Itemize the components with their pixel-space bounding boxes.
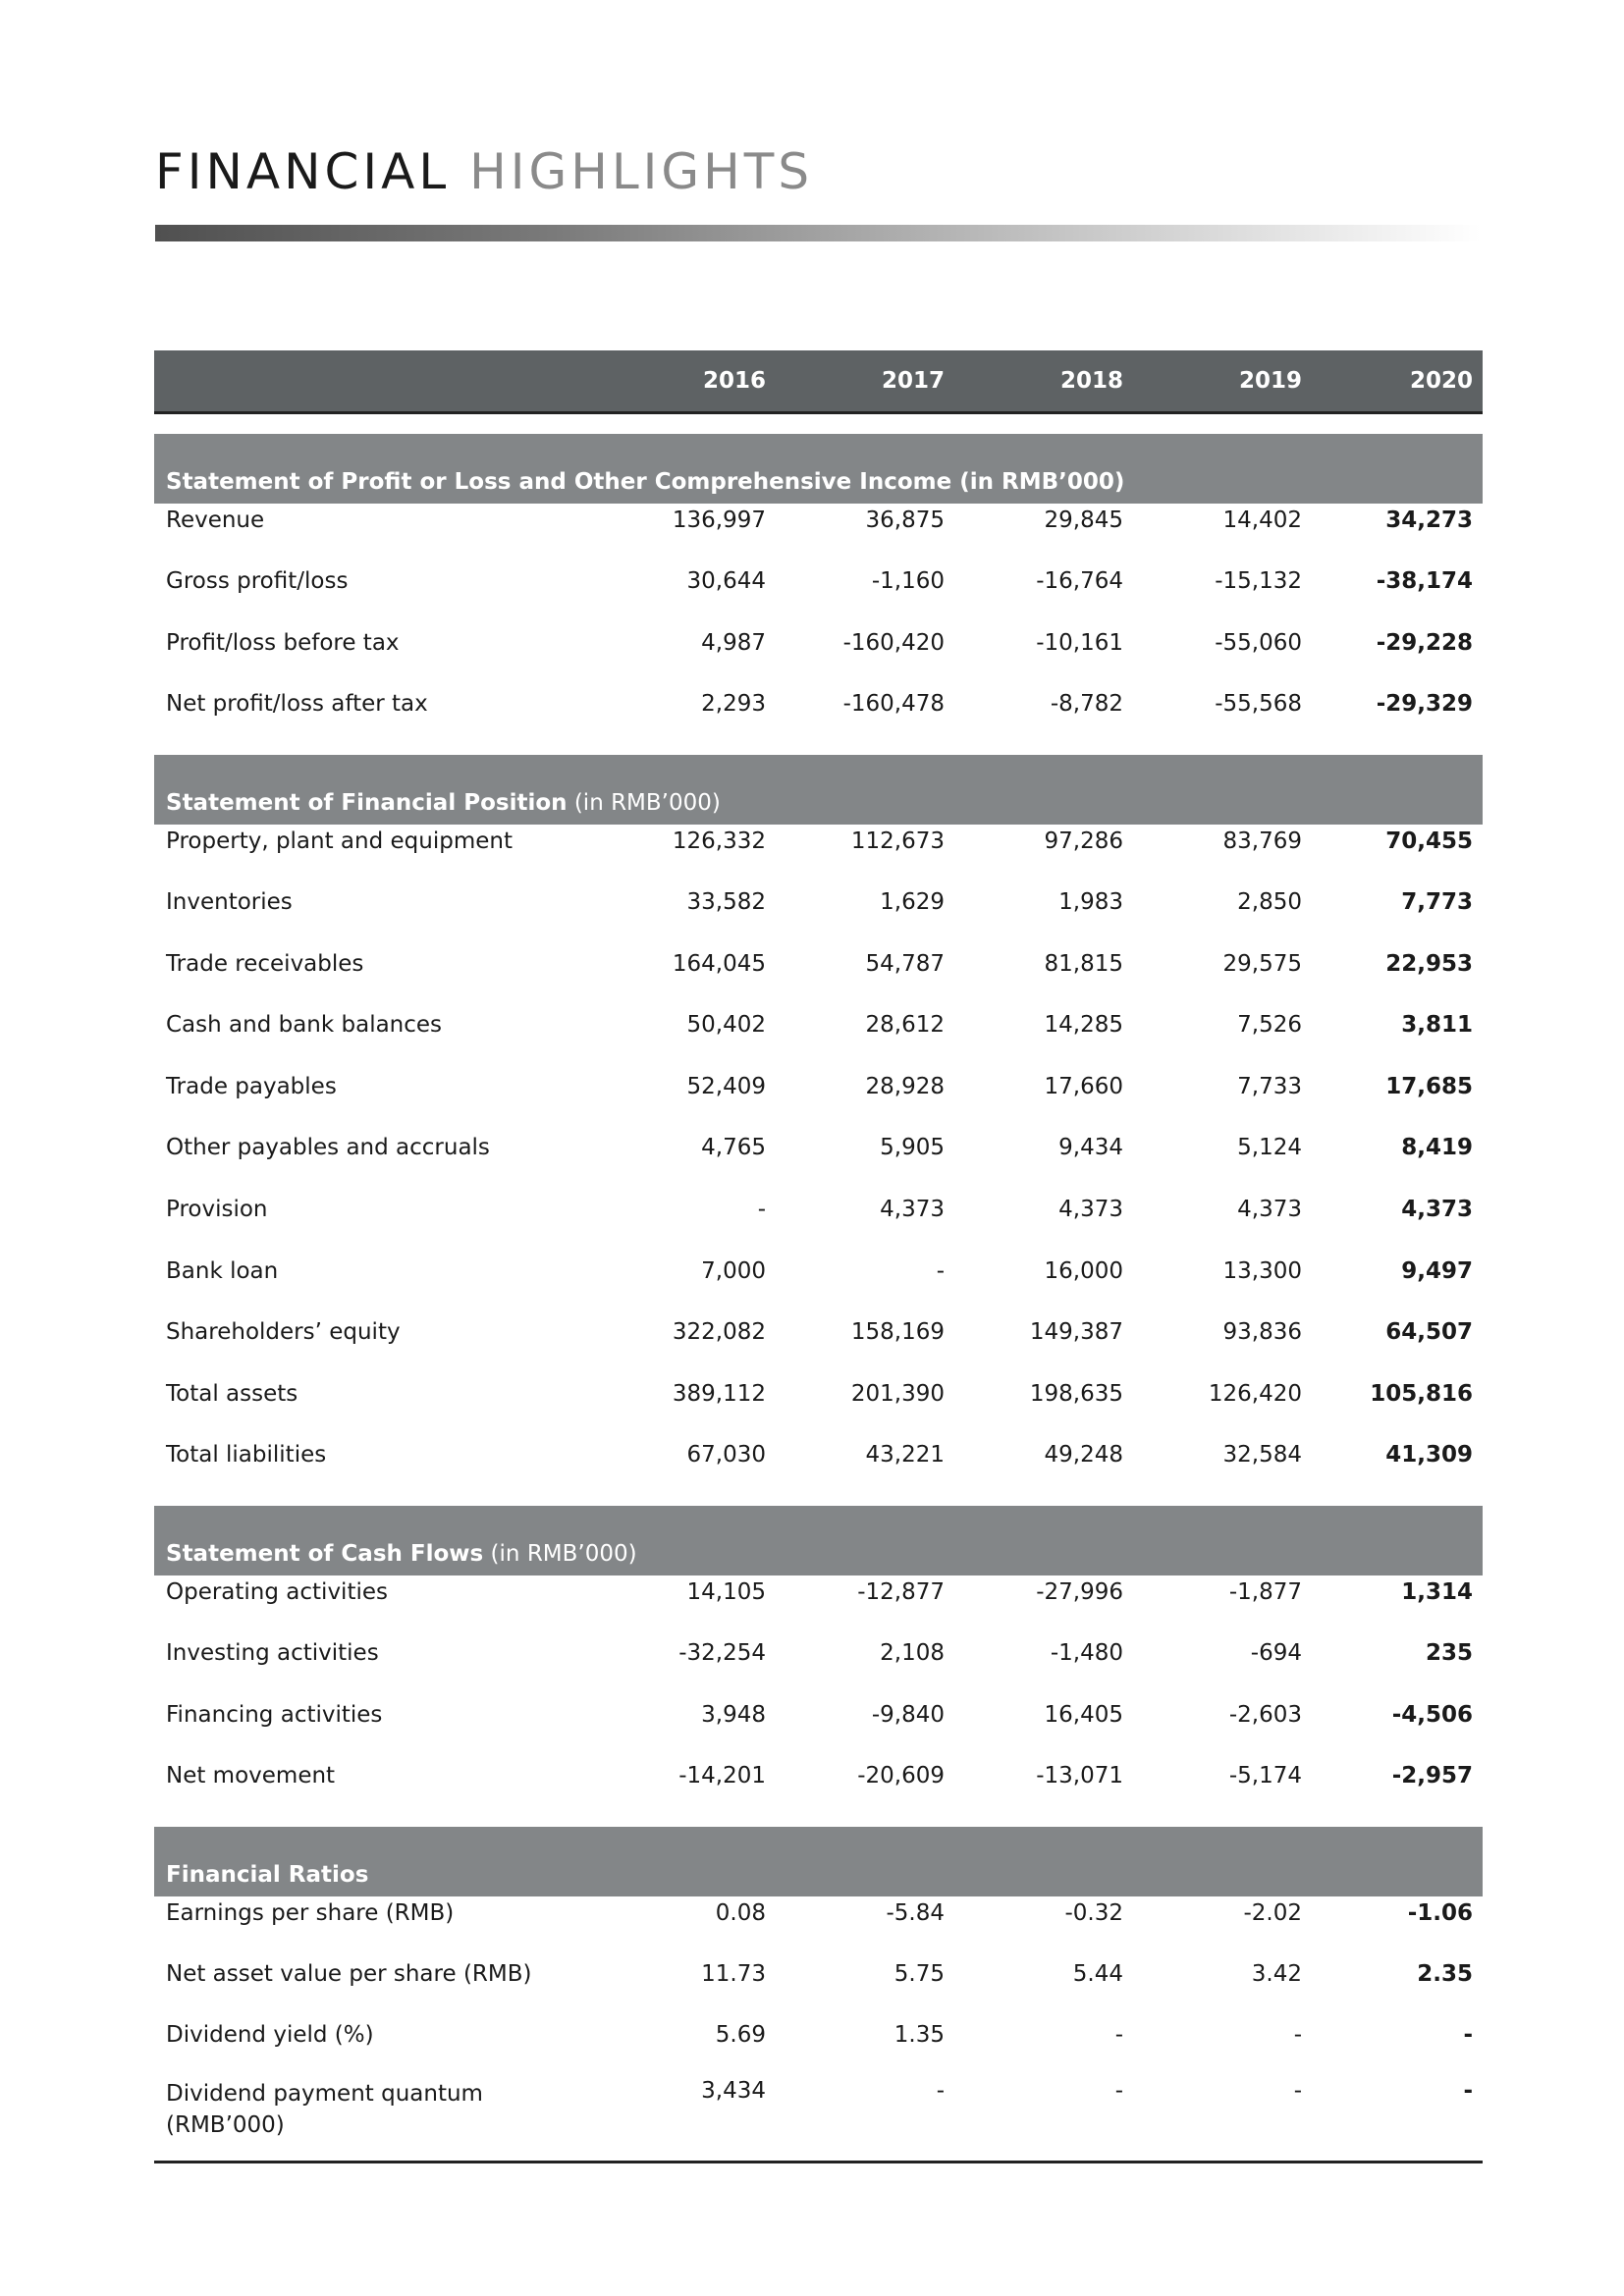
cell-value: 149,387	[1029, 1319, 1123, 1346]
cell-value: 5.69	[715, 2022, 766, 2049]
cell-value: -2,603	[1228, 1701, 1302, 1728]
cell-value-current-year: 2.35	[1417, 1960, 1473, 1987]
section-spacer	[154, 413, 1483, 435]
cell-value: 201,390	[850, 1380, 945, 1407]
table-row	[154, 872, 1483, 934]
row-label: Provision	[166, 1197, 268, 1223]
cell-value: 28,612	[865, 1012, 945, 1039]
cell-value: -5,174	[1228, 1763, 1302, 1789]
cell-value: 1.35	[893, 2022, 945, 2049]
cell-value: 158,169	[850, 1319, 945, 1346]
cell-value-current-year: -29,228	[1376, 629, 1473, 656]
cell-value-current-year: 17,685	[1385, 1073, 1473, 1099]
cell-value: -1,160	[871, 568, 945, 595]
section-title-unit: (in RMB’000)	[567, 789, 721, 816]
cell-value: 33,582	[686, 889, 766, 916]
cell-value: 112,673	[850, 828, 945, 854]
cell-value: -	[757, 1197, 766, 1223]
table-row	[154, 2066, 1483, 2157]
row-label: Operating activities	[166, 1578, 388, 1605]
cell-value-current-year: 8,419	[1401, 1135, 1473, 1161]
cell-value-current-year: -	[1463, 2022, 1473, 2049]
cell-value: 93,836	[1222, 1319, 1302, 1346]
table-row	[154, 1302, 1483, 1363]
cell-value: -2.02	[1243, 1899, 1302, 1926]
cell-value-current-year: -	[1463, 2077, 1473, 2104]
section-header-row	[154, 1827, 1483, 1896]
row-label: Profit/loss before tax	[166, 629, 400, 656]
table-row	[154, 1623, 1483, 1684]
cell-value: -9,840	[871, 1701, 945, 1728]
row-label: Revenue	[166, 507, 265, 533]
cell-value: 5.75	[893, 1960, 945, 1987]
cell-value: 5.44	[1072, 1960, 1123, 1987]
cell-value: 0.08	[715, 1899, 766, 1926]
year-header-blank	[154, 350, 599, 413]
table-bottom-rule	[154, 2162, 1483, 2163]
cell-value: 3,434	[701, 2077, 766, 2104]
row-label: Gross profit/loss	[166, 568, 349, 595]
cell-value: 29,575	[1222, 950, 1302, 977]
cell-value: 4,765	[701, 1135, 766, 1161]
cell-value: 81,815	[1044, 950, 1123, 977]
cell-value: 5,905	[880, 1135, 945, 1161]
section-spacer	[154, 1486, 1483, 1506]
table-row	[154, 1117, 1483, 1179]
cell-value: 5,124	[1237, 1135, 1302, 1161]
section-title	[154, 1827, 1483, 1896]
cell-value: 28,928	[865, 1073, 945, 1099]
table-row	[154, 1944, 1483, 2005]
cell-value: -	[936, 2077, 945, 2104]
row-label: Net movement	[166, 1763, 336, 1789]
cell-value-current-year: 105,816	[1370, 1380, 1473, 1407]
cell-value: 3,948	[701, 1701, 766, 1728]
cell-value-current-year: 4,373	[1401, 1197, 1473, 1223]
cell-value: -16,764	[1036, 568, 1123, 595]
cell-value: 30,644	[686, 568, 766, 595]
cell-value: 67,030	[686, 1442, 766, 1468]
row-label: Trade receivables	[166, 950, 364, 977]
cell-value: 1,983	[1058, 889, 1123, 916]
cell-value: 36,875	[865, 507, 945, 533]
cell-value: 9,434	[1058, 1135, 1123, 1161]
cell-value: 83,769	[1222, 828, 1302, 854]
cell-value-current-year: 70,455	[1385, 828, 1473, 854]
table-row	[154, 1240, 1483, 1302]
cell-value: 164,045	[672, 950, 766, 977]
row-label: Trade payables	[166, 1073, 337, 1099]
row-label: Dividend yield (%)	[166, 2022, 374, 2049]
cell-value-current-year: 41,309	[1385, 1442, 1473, 1468]
cell-value: 11.73	[701, 1960, 766, 1987]
cell-value: 7,733	[1237, 1073, 1302, 1099]
cell-value: -14,201	[678, 1763, 766, 1789]
cell-value: -160,420	[842, 629, 945, 656]
cell-value: 4,373	[1237, 1197, 1302, 1223]
cell-value: 2,108	[880, 1640, 945, 1667]
section-title-bold: Financial Ratios	[166, 1861, 369, 1888]
year-header: 2016	[599, 350, 778, 413]
cell-value: -13,071	[1036, 1763, 1123, 1789]
cell-value: 97,286	[1044, 828, 1123, 854]
section-header-row	[154, 434, 1483, 504]
section-title	[154, 755, 1483, 825]
year-header: 2020	[1314, 350, 1483, 413]
cell-value: 14,105	[686, 1578, 766, 1605]
cell-value-current-year: 64,507	[1385, 1319, 1473, 1346]
cell-value: 4,373	[1058, 1197, 1123, 1223]
table-row	[154, 1896, 1483, 1944]
section-header-row	[154, 1506, 1483, 1575]
cell-value: 2,850	[1237, 889, 1302, 916]
cell-value: -	[936, 1257, 945, 1284]
row-label: Financing activities	[166, 1701, 383, 1728]
row-label: Net asset value per share (RMB)	[166, 1960, 532, 1987]
cell-value-current-year: 235	[1425, 1640, 1473, 1667]
table-row	[154, 673, 1483, 735]
row-label: Other payables and accruals	[166, 1135, 490, 1161]
cell-value: -694	[1250, 1640, 1302, 1667]
cell-value: 13,300	[1222, 1257, 1302, 1284]
cell-value-current-year: -1.06	[1407, 1899, 1473, 1926]
cell-value: -	[1293, 2077, 1302, 2104]
row-label: Inventories	[166, 889, 293, 916]
cell-value: 389,112	[672, 1380, 766, 1407]
row-label: Dividend payment quantum (RMB’000)	[166, 2080, 483, 2138]
table-row	[154, 1363, 1483, 1425]
cell-value: 17,660	[1044, 1073, 1123, 1099]
cell-value: 7,526	[1237, 1012, 1302, 1039]
year-header: 2017	[778, 350, 956, 413]
cell-value: -	[1293, 2022, 1302, 2049]
cell-value: -12,877	[857, 1578, 945, 1605]
cell-value: -27,996	[1036, 1578, 1123, 1605]
cell-value-current-year: -38,174	[1376, 568, 1473, 595]
cell-value: 43,221	[865, 1442, 945, 1468]
cell-value: -32,254	[678, 1640, 766, 1667]
table-row	[154, 551, 1483, 613]
section-title	[154, 1506, 1483, 1575]
row-label: Net profit/loss after tax	[166, 691, 428, 718]
cell-value: -55,060	[1215, 629, 1302, 656]
table-row	[154, 994, 1483, 1056]
row-label: Total liabilities	[166, 1442, 327, 1468]
cell-value-current-year: -29,329	[1376, 691, 1473, 718]
cell-value: 126,420	[1208, 1380, 1302, 1407]
cell-value-current-year: 22,953	[1385, 950, 1473, 977]
cell-value-current-year: -2,957	[1391, 1763, 1473, 1789]
cell-value: 14,402	[1222, 507, 1302, 533]
table-row	[154, 933, 1483, 994]
table-row	[154, 504, 1483, 551]
cell-value: -55,568	[1215, 691, 1302, 718]
section-title-bold: Statement of Financial Position	[166, 789, 568, 816]
cell-value: -1,877	[1228, 1578, 1302, 1605]
cell-value: 32,584	[1222, 1442, 1302, 1468]
cell-value: 2,293	[701, 691, 766, 718]
cell-value: -10,161	[1036, 629, 1123, 656]
cell-value-current-year: 34,273	[1385, 507, 1473, 533]
cell-value: 126,332	[672, 828, 766, 854]
cell-value-current-year: 3,811	[1401, 1012, 1473, 1039]
section-title	[154, 434, 1483, 504]
cell-value: 4,987	[701, 629, 766, 656]
cell-value-current-year: 7,773	[1401, 889, 1473, 916]
section-title-bold: Statement of Cash Flows	[166, 1540, 484, 1567]
title-gradient-rule	[155, 225, 1481, 241]
table-row	[154, 1575, 1483, 1623]
cell-value: 322,082	[672, 1319, 766, 1346]
section-spacer	[154, 735, 1483, 755]
row-label: Earnings per share (RMB)	[166, 1899, 455, 1926]
cell-value: 3.42	[1251, 1960, 1302, 1987]
table-body	[154, 413, 1483, 2163]
cell-value: 49,248	[1044, 1442, 1123, 1468]
financial-highlights-table	[154, 350, 1483, 2163]
cell-value: -0.32	[1064, 1899, 1123, 1926]
cell-value: -20,609	[857, 1763, 945, 1789]
year-header: 2018	[956, 350, 1135, 413]
row-label: Cash and bank balances	[166, 1012, 443, 1039]
cell-value: 198,635	[1029, 1380, 1123, 1407]
cell-value: 16,000	[1044, 1257, 1123, 1284]
page-title-light: HIGHLIGHTS	[469, 143, 814, 200]
cell-value: 29,845	[1044, 507, 1123, 533]
table-row	[154, 1179, 1483, 1241]
cell-value: 1,629	[880, 889, 945, 916]
cell-value: 136,997	[672, 507, 766, 533]
cell-value: -	[1114, 2077, 1123, 2104]
row-label: Total assets	[166, 1380, 298, 1407]
table-row	[154, 613, 1483, 674]
table-row	[154, 2004, 1483, 2066]
cell-value-current-year: 1,314	[1401, 1578, 1473, 1605]
cell-value: 14,285	[1044, 1012, 1123, 1039]
section-title-bold: Statement of Profit or Loss and Other Comprehensive Income (in RMB’000)	[166, 469, 1125, 495]
table-row	[154, 1745, 1483, 1807]
cell-value: 50,402	[686, 1012, 766, 1039]
table-row	[154, 1683, 1483, 1745]
cell-value: 4,373	[880, 1197, 945, 1223]
cell-value-current-year: -4,506	[1391, 1701, 1473, 1728]
section-header-row	[154, 755, 1483, 825]
table-row	[154, 1056, 1483, 1118]
page-title-dark: FINANCIAL	[155, 143, 451, 200]
cell-value: -160,478	[842, 691, 945, 718]
cell-value-current-year: 9,497	[1401, 1257, 1473, 1284]
year-header-row	[154, 350, 1483, 413]
row-label: Property, plant and equipment	[166, 828, 513, 854]
year-header: 2019	[1135, 350, 1314, 413]
table-row	[154, 825, 1483, 872]
cell-value: 7,000	[701, 1257, 766, 1284]
row-label: Bank loan	[166, 1257, 279, 1284]
page-title	[155, 143, 814, 200]
section-title-unit: (in RMB’000)	[483, 1540, 637, 1567]
cell-value: -8,782	[1050, 691, 1123, 718]
cell-value: -	[1114, 2022, 1123, 2049]
cell-value: 16,405	[1044, 1701, 1123, 1728]
table-row	[154, 1424, 1483, 1486]
cell-value: -5.84	[886, 1899, 945, 1926]
cell-value: -1,480	[1050, 1640, 1123, 1667]
section-spacer	[154, 1807, 1483, 1827]
row-label: Investing activities	[166, 1640, 379, 1667]
cell-value: 52,409	[686, 1073, 766, 1099]
cell-value: 54,787	[865, 950, 945, 977]
row-label: Shareholders’ equity	[166, 1319, 401, 1346]
cell-value: -15,132	[1215, 568, 1302, 595]
